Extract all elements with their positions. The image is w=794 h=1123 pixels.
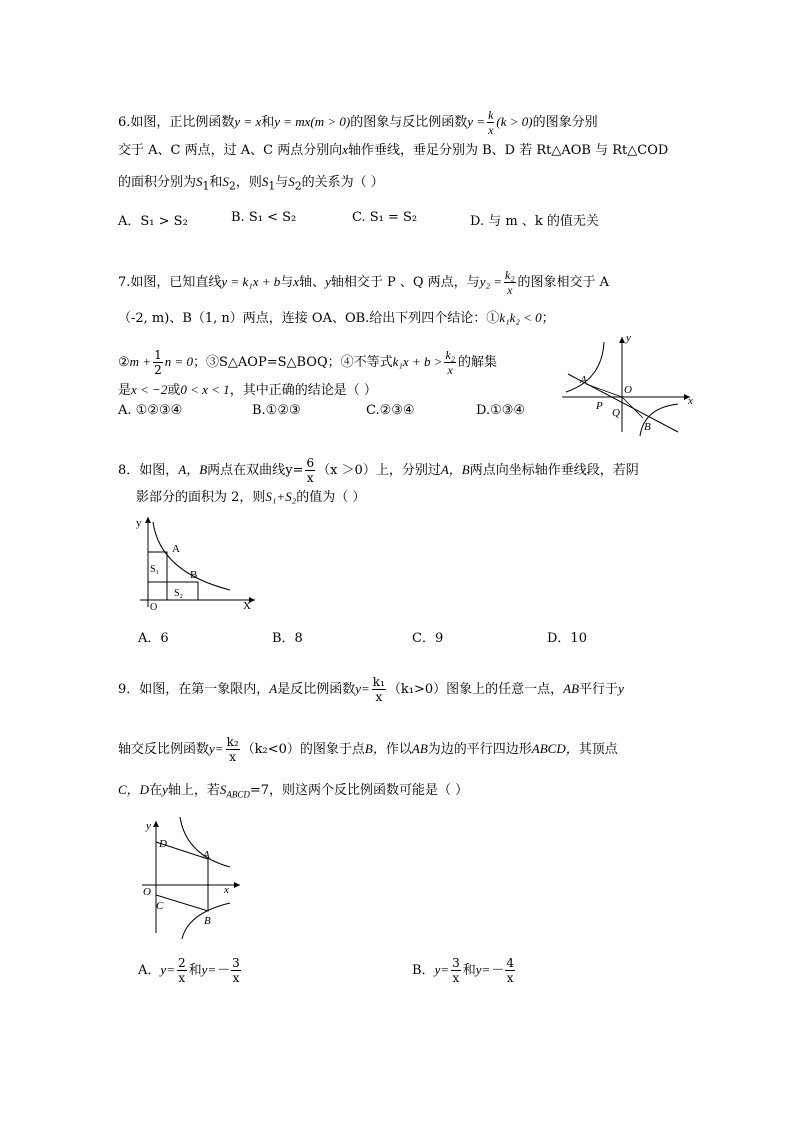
q6-line2: 交于 A、C 两点，过 A、C 两点分别向x轴作垂线，垂足分别为 B、D 若 Rt△AOB 与 Rt△COD bbox=[118, 142, 669, 158]
q7-option-c[interactable]: C.②③④ bbox=[366, 403, 415, 418]
q8-label-s2: S₂ bbox=[174, 588, 184, 599]
q8-y-arrow-icon bbox=[145, 517, 151, 523]
q8-rect-a bbox=[148, 552, 167, 600]
q7-option-b[interactable]: B.①②③ bbox=[252, 403, 301, 418]
q6-line1: 6.如图，正比例函数y = x和y = mx(m > 0)的图象与反比例函数y = $\frac{k}{x}$ (k > 0)的图象分别 bbox=[118, 108, 598, 137]
q9-label-d: D bbox=[159, 838, 167, 850]
q9-label-b: B bbox=[204, 915, 211, 927]
q7-label-b: B bbox=[644, 421, 651, 433]
q7-figure bbox=[560, 332, 695, 440]
q9-frac-k1x: $\frac{\text{k₁}}{x}$ bbox=[372, 675, 385, 704]
q7-y-arrow-icon bbox=[619, 337, 625, 343]
q7-line2: （-2, m)、B（1, n）两点，连接 OA、OB.给出下列四个结论：①k₁k₂ < 0； bbox=[118, 310, 555, 326]
q6-eq-yx: y = x bbox=[234, 114, 262, 129]
q7-option-d[interactable]: D.①③④ bbox=[476, 403, 526, 418]
q8-option-a[interactable]: A．6 bbox=[138, 631, 169, 646]
q8-label-o: O bbox=[150, 602, 158, 612]
q8-option-d[interactable]: D．10 bbox=[547, 631, 587, 646]
q9-line2: 轴交反比例函数y= $\frac{\text{k₂}}{x}$ （k₂<0）的图象于点B，作以AB为边的平行四边形ABCD，其顶点 bbox=[118, 735, 618, 764]
q9-label-o: O bbox=[143, 886, 151, 898]
q6-option-d[interactable]: D. 与 m 、k 的值无关 bbox=[470, 214, 599, 229]
q8-figure bbox=[130, 512, 260, 612]
q8-line1: 8．如图，A，B两点在双曲线y= $\frac{6}{x}$ （x ＞0）上，分别过A，B两点向坐标轴作垂线段，若阴 bbox=[118, 456, 639, 485]
q9-line1: 9．如图，在第一象限内，A是反比例函数y= $\frac{\text{k₁}}{x}$ （k₁>0）图象上的任意一点，AB平行于y bbox=[118, 675, 624, 704]
q7-label-y: y bbox=[626, 332, 631, 344]
q8-label-x: X bbox=[243, 600, 251, 612]
q8-rect-b bbox=[148, 582, 198, 600]
q6-frac-kx: $\frac{k}{x}$ bbox=[488, 108, 494, 137]
q7-seg-oa bbox=[586, 384, 622, 397]
q7-line3: ②m + $\frac{1}{2}$ n = 0；③S△AOP=S△BOQ；④不等式k₁x + b > $\frac{\text{k₂}}{x}$ 的解集 bbox=[118, 348, 497, 377]
q9-option-b[interactable]: B．y= $\frac{3}{x}$ 和y=－ $\frac{4}{x}$ bbox=[412, 956, 514, 985]
q9-frac-k2x: $\frac{\text{k₂}}{x}$ bbox=[226, 735, 239, 764]
q7-frac-half: $\frac{1}{2}$ bbox=[154, 348, 162, 377]
q9-label-x: x bbox=[224, 884, 229, 896]
q8-label-a: A bbox=[172, 543, 180, 555]
q7-label-p: P bbox=[596, 400, 603, 412]
q6-eq-ymx: y = mx(m > 0) bbox=[274, 114, 351, 129]
q8-line2: 影部分的面积为 2，则S₁+S₂的值为（ ） bbox=[136, 489, 366, 505]
q7-seg-ob bbox=[622, 397, 643, 418]
q9-label-c: C bbox=[156, 900, 164, 912]
q9-label-y: y bbox=[146, 820, 151, 832]
q6-line3: 的面积分别为$S_1$和$S_2$，则$S_1$与$S_2$的关系为（ ） bbox=[118, 174, 384, 193]
q9-figure bbox=[140, 815, 250, 940]
q7-label-q: Q bbox=[612, 407, 620, 419]
q7-option-a[interactable]: A. ①②③④ bbox=[118, 403, 183, 418]
q8-option-b[interactable]: B．8 bbox=[272, 631, 303, 646]
q8-label-y: y bbox=[136, 517, 142, 529]
q9-label-a: A bbox=[203, 849, 210, 861]
q9-line3: C，D在y轴上，若$S_{ABCD}=7$，则这两个反比例函数可能是（ ） bbox=[118, 782, 469, 800]
q9-option-a[interactable]: A．y= $\frac{2}{x}$ 和y=－ $\frac{3}{x}$ bbox=[138, 956, 240, 985]
q7-label-o: O bbox=[624, 384, 632, 396]
q8-option-c[interactable]: C．9 bbox=[412, 631, 444, 646]
q8-frac-6x: $\frac{6}{x}$ bbox=[306, 456, 315, 485]
q6-option-c[interactable]: C. S₁ = S₂ bbox=[352, 210, 418, 225]
q8-label-b: B bbox=[190, 569, 198, 581]
q7-label-a: A bbox=[580, 374, 587, 386]
q7-line1: 7.如图，已知直线y = k₁x + b与x轴、y轴相交于 P 、Q 两点，与y₂ = $\frac{\text{k₂}}{x}$ 的图象相交于 A bbox=[118, 268, 610, 297]
q6-option-a[interactable]: A．S₁ > S₂ bbox=[118, 214, 188, 229]
q7-label-x: x bbox=[688, 395, 693, 407]
q7-line4: 是x < −2或0 < x < 1，其中正确的结论是（ ） bbox=[118, 382, 377, 398]
q9-y-arrow-icon bbox=[153, 821, 159, 827]
q6-option-b[interactable]: B. S₁ < S₂ bbox=[231, 210, 297, 225]
q7-frac-k2x: $\frac{\text{k₂}}{x}$ bbox=[505, 268, 515, 297]
q8-label-s1: S₁ bbox=[150, 564, 160, 575]
q9-x-arrow-icon bbox=[234, 882, 240, 888]
q7-frac-ineq: $\frac{\text{k₂}}{x}$ bbox=[445, 348, 455, 377]
